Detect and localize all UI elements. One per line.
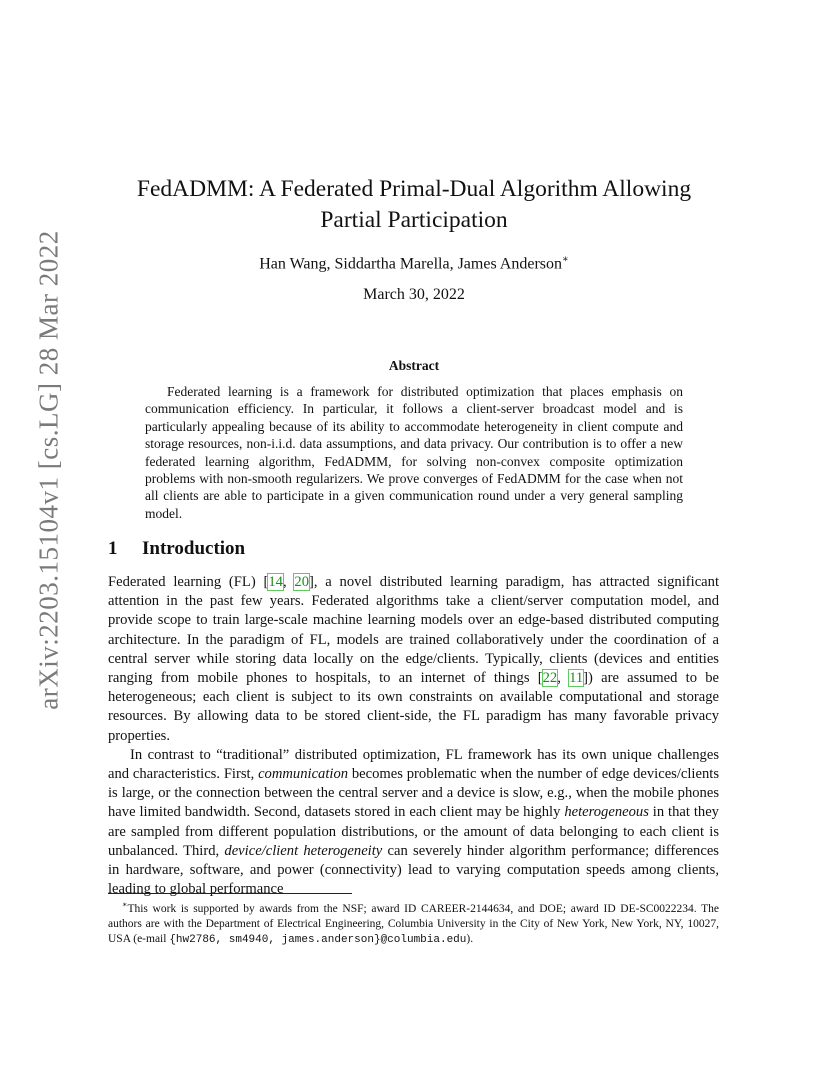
- section-heading: [108, 538, 245, 560]
- citation-link[interactable]: 14: [268, 574, 283, 590]
- text-run: ,: [282, 574, 295, 590]
- abstract-heading: Abstract: [388, 358, 440, 373]
- citation-link[interactable]: 20: [294, 574, 309, 590]
- text-run: ], a novel distributed learning paradigm, has attracted significant attention in the past few years. Federated algorithms take a client/server computation model, and provide scope to train large-scale machine learning models over an edge-based distributed computing architecture. In the paradigm of FL, models are trained collaboratively under the coordination of a central server while storing data locally on the edge/clients. Typically, clients (devices and entities ranging from mobile phones to hospitals, to an internet of things [: [108, 574, 720, 687]
- paragraph-2: [108, 746, 719, 900]
- author-list: [100, 254, 728, 273]
- section-title: Introduction: [142, 538, 246, 559]
- text-run: ]) are assumed to be heterogeneous; each client is subject to its own constraints on available computational and storage resources. By allowing data to be stored client-side, the FL paradigm has many favorable privacy properties.: [108, 670, 720, 744]
- text-run: becomes problematic when the number of edge devices/clients is large, or the connection between the central server and a device is slow, e.g., when the mobile phones have limited bandwidth. Second, datasets stored in each client may be highly: [108, 766, 719, 821]
- author-footnote-mark[interactable]: ∗: [562, 254, 569, 265]
- footnote-rule: [108, 893, 352, 894]
- paper-title: [100, 174, 728, 236]
- arxiv-identifier: arXiv:2203.15104v1 [cs.LG] 28 Mar 2022: [33, 230, 64, 710]
- body-text: [108, 573, 719, 899]
- text-run: Federated learning (FL) [: [108, 574, 269, 590]
- footnote-text: ).: [466, 933, 474, 946]
- title-line-1: FedADMM: A Federated Primal-Dual Algorithm Allowing: [136, 176, 692, 202]
- emphasis: device/client heterogeneity: [224, 842, 383, 859]
- paper-date: March 30, 2022: [363, 286, 465, 303]
- section-number: 1: [108, 538, 118, 559]
- abstract-text: Federated learning is a framework for distributed optimization that places emphasis on communication efficiency. In particular, it follows a client-server broadcast model and is particularly appealing because of its ability to accommodate heterogeneity in client compute and storage resources, non-i.i.d. data assumptions, and data privacy. Our contribution is to offer a new federated learning algorithm, FedADMM, for solving non-convex composite optimization problems with non-smooth regularizers. We prove converges of FedADMM for the case when not all clients are able to participate in a given communication round under a very general sampling model.: [145, 384, 683, 521]
- emphasis: communication: [258, 766, 349, 783]
- footnote-mark: ∗: [122, 900, 128, 909]
- paragraph-1: [108, 573, 719, 746]
- citation-link[interactable]: 22: [542, 670, 558, 687]
- title-line-2: Partial Participation: [320, 207, 508, 233]
- emphasis: heterogeneous: [564, 804, 649, 821]
- citation-link[interactable]: 11: [569, 670, 584, 687]
- text-run: can severely hinder algorithm performance; differences in hardware, software, and power (connectivity) lead to varying computation speeds among clients, leading to global performance: [108, 842, 719, 898]
- footnote: [108, 897, 719, 948]
- text-run: In contrast to “traditional” distributed optimization, FL framework has its own unique challenges and characteristics. First,: [108, 746, 719, 783]
- footnote-text: This work is supported by awards from the NSF; award ID CAREER-2144634, and DOE; award ID DE-SC0022234. The authors are with the Department of Electrical Engineering, Columbia University in the City of New York, New York, NY, 10027, USA (e-mail: [108, 902, 719, 946]
- authors-text: Han Wang, Siddartha Marella, James Anderson: [259, 255, 562, 273]
- text-run: in that they are sampled from different population distributions, or the amount of data belonging to each client is unbalanced. Third,: [108, 804, 719, 859]
- text-run: ,: [557, 670, 570, 687]
- footnote-email[interactable]: {hw2786, sm4940, james.anderson}@columbia.edu: [169, 934, 467, 947]
